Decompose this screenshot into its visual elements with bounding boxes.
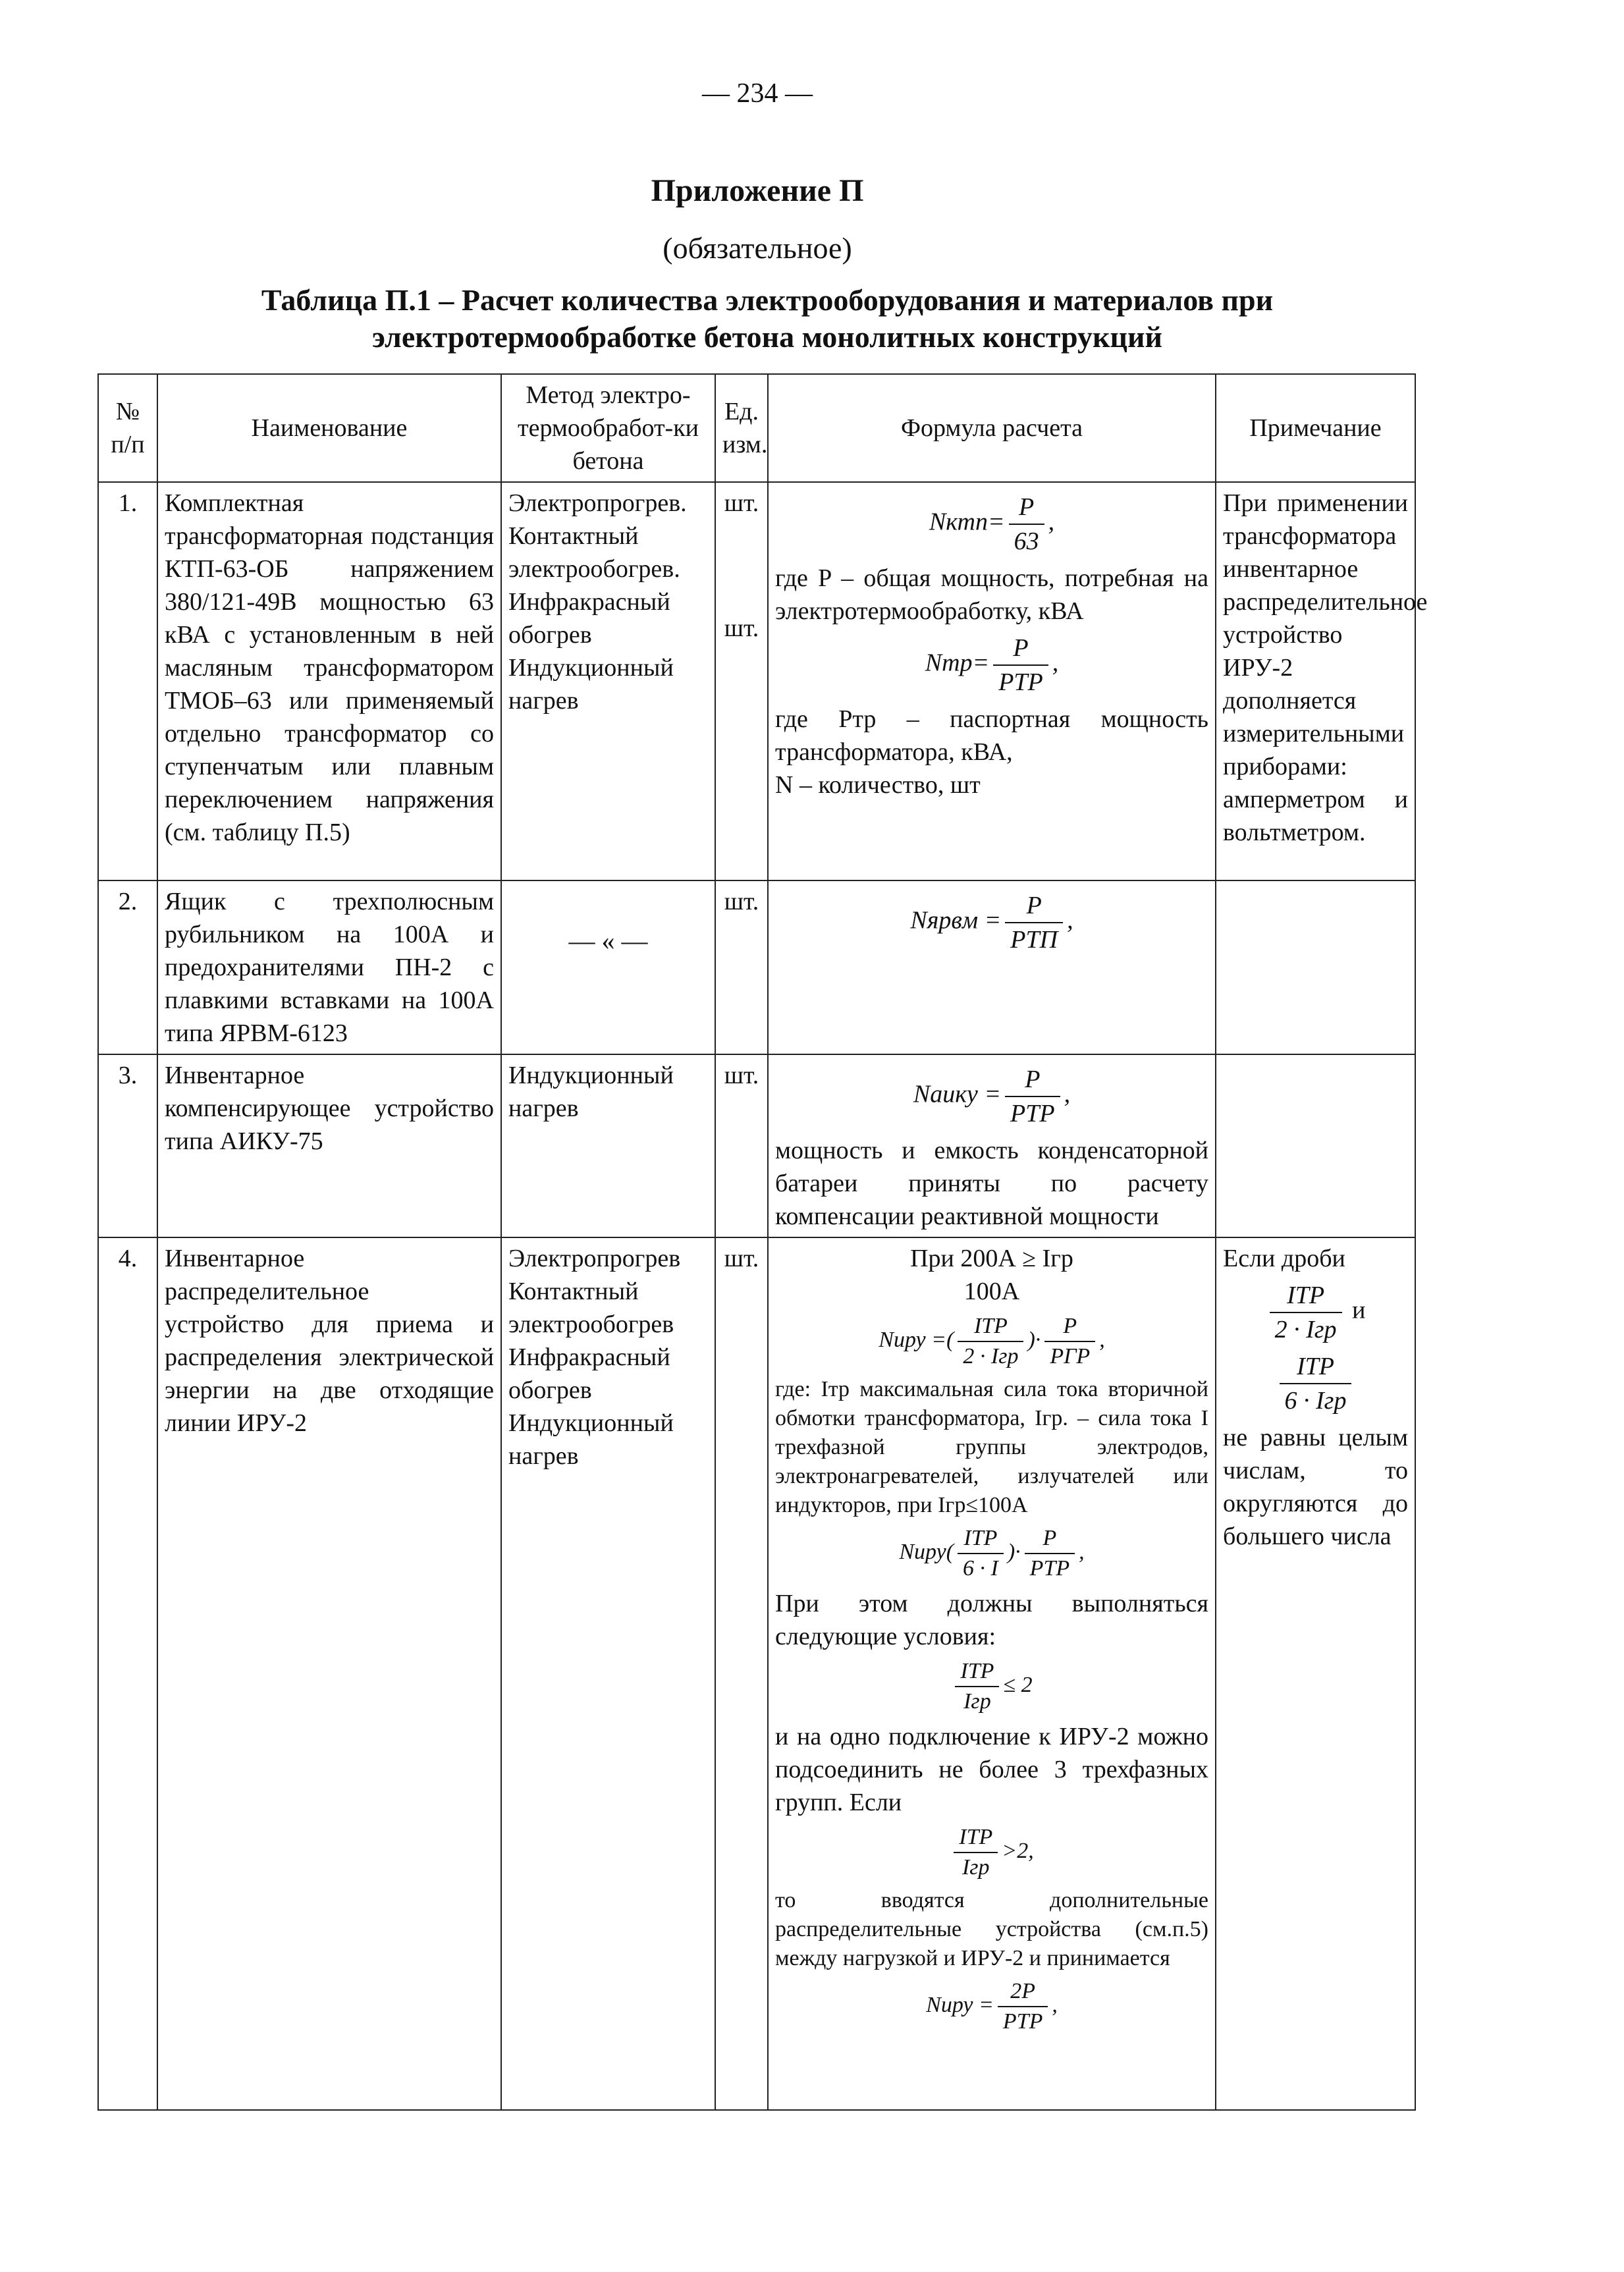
frac-num: P: [1025, 1524, 1075, 1554]
formula-ratio-condition: [775, 1657, 1208, 1716]
header-unit: Ед. изм.: [715, 374, 768, 482]
frac-num: IТР: [955, 1657, 999, 1687]
frac-num: IТР: [1270, 1279, 1342, 1313]
appendix-subtitle: (обязательное): [663, 231, 852, 265]
unit-1: шт.: [724, 489, 759, 517]
row-note: [1216, 880, 1415, 1054]
formula-lhs: Nярвм =: [910, 906, 1002, 934]
frac-num: P: [1005, 889, 1063, 923]
formula-explanation: мощность и емкость конденсаторной батареи приняты по расчету компенсации реактивной мощности: [775, 1137, 1208, 1230]
formula-explanation: N – количество, шт: [775, 771, 981, 799]
table-row: [98, 1054, 1415, 1237]
formula-n-yarvm: [775, 889, 1208, 956]
ditto-mark: — « —: [568, 926, 648, 956]
row-unit: шт.: [715, 880, 768, 1054]
header-method: Метод электро-термообработ-ки бетона: [501, 374, 715, 482]
formula-explanation: где P – общая мощность, потребная на электротермообработку, кВА: [775, 564, 1208, 625]
frac-den: PГР: [1050, 1344, 1091, 1368]
row-name: Инвентарное компенсирующее устройство типа АИКУ-75: [157, 1054, 501, 1237]
formula-n-iru-1: Nиру =( $\frac{\text{IТР}}{\text{2 · Iгр}}$ )· $\frac{P}{\text{PГР}}$ ,: [775, 1312, 1208, 1371]
note-and: и: [1352, 1296, 1366, 1324]
row-num: 3.: [98, 1054, 157, 1237]
header-formula: Формула расчета: [768, 374, 1216, 482]
formula-n-tr: [775, 632, 1208, 699]
frac-num: IТР: [958, 1524, 1004, 1554]
row-note: При применении трансформатора инвентарное распределительное устройство ИРУ-2 дополняется измерительными приборами: амперметром и вольтметром.: [1216, 482, 1415, 880]
frac-num: IТР: [954, 1823, 998, 1853]
unit-2: шт.: [724, 614, 759, 642]
row-name: Ящик с трехполюсным рубильником на 100А и предохранителями ПН-2 с плавкими вставками на 100А типа ЯРВМ-6123: [157, 880, 501, 1054]
formula-lhs: Nиру =: [879, 1327, 947, 1352]
row-unit: шт.: [715, 1237, 768, 2110]
formula-ratio-exceeds: [775, 1823, 1208, 1882]
page-number: — 234 —: [702, 78, 813, 109]
formula-explanation: и на одно подключение к ИРУ-2 можно подсоединить не более 3 трехфазных групп. Если: [775, 1723, 1208, 1816]
note-text: не равны целым числам, то округляются до большего числа: [1223, 1424, 1408, 1550]
frac-den: Iгр: [961, 1855, 990, 1880]
note-fraction-1: [1223, 1279, 1408, 1346]
table-caption: [132, 282, 1403, 356]
condition-line: При 200А ≥ Iгр: [910, 1245, 1073, 1272]
frac-num: IТР: [1280, 1350, 1352, 1384]
calculation-table: [97, 373, 1428, 2111]
note-fraction-2: [1223, 1350, 1408, 1417]
row-formula: [768, 1054, 1216, 1237]
frac-den: PТР: [1002, 2009, 1043, 2034]
formula-tail: ≤ 2: [1003, 1672, 1033, 1697]
row-unit: шт.: [715, 1054, 768, 1237]
condition-line-2: 100А: [963, 1278, 1020, 1305]
row-method: [501, 880, 715, 1054]
header-note: Примечание: [1216, 374, 1415, 482]
formula-explanation: где: Iтр максимальная сила тока вторичной обмотки трансформатора, Iгр. – сила тока I трехфазной группы электродов, электронагревателей, излучателей или индукторов, при Iгр≤100А: [775, 1377, 1208, 1517]
table-caption-line-2: электротермообработке бетона монолитных конструкций: [372, 320, 1162, 354]
row-formula: [768, 880, 1216, 1054]
row-formula: [768, 1237, 1216, 2110]
formula-n-aiku: [775, 1063, 1208, 1130]
frac-den: PТР: [998, 668, 1043, 696]
formula-n-ktp: [775, 491, 1208, 558]
formula-n-iru-2: Nиру( $\frac{\text{IТР}}{6 \cdot I}$ )· $\frac{P}{\text{PТР}}$ ,: [775, 1524, 1208, 1583]
formula-lhs: Nиру =: [926, 1992, 994, 2017]
formula-lhs: Nиру: [899, 1539, 946, 1564]
frac-den: 6 · I: [963, 1556, 998, 1581]
row-formula: [768, 482, 1216, 880]
row-num: 1.: [98, 482, 157, 880]
row-name: Комплектная трансформаторная подстанция КТП-63-ОБ напряжением 380/121-49В мощностью 63 кВА с установленным в ней масляным трансформатором ТМОБ–63 или применяемый отдельно трансформатор со ступенчатым или плавным переключением напряжения (см. таблицу П.5): [157, 482, 501, 880]
row-note: [1216, 1237, 1415, 2110]
formula-tail: ,: [1079, 1539, 1085, 1564]
note-text: Если дроби: [1223, 1245, 1345, 1272]
row-method: Электропрогрев Контактный электрообогрев Инфракрасный обогрев Индукционный нагрев: [501, 1237, 715, 2110]
formula-explanation: где Pтр – паспортная мощность трансформатора, кВА,: [775, 705, 1208, 766]
table-row: [98, 880, 1415, 1054]
formula-tail: ,: [1052, 649, 1059, 677]
appendix-title: Приложение П: [651, 173, 864, 208]
frac-den: 6 · Iгр: [1284, 1387, 1347, 1415]
table-row: [98, 482, 1415, 880]
frac-den: 63: [1014, 527, 1039, 555]
frac-num: P: [1009, 491, 1044, 525]
frac-num: 2P: [998, 1977, 1048, 2007]
formula-lhs: Nктп=: [929, 508, 1005, 536]
frac-num: IТР: [958, 1312, 1023, 1342]
formula-lhs: Nтр=: [925, 649, 990, 677]
table-row: [98, 1237, 1415, 2110]
formula-explanation: то вводятся дополнительные распределительные устройства (см.п.5) между нагрузкой и ИРУ-2 и принимается: [775, 1888, 1208, 1970]
row-method: Электропрогрев. Контактный электрообогрев. Инфракрасный обогрев Индукционный нагрев: [501, 482, 715, 880]
row-note: [1216, 1054, 1415, 1237]
frac-den: Iгр: [963, 1689, 991, 1714]
formula-n-iru-3: [775, 1977, 1208, 2036]
frac-num: P: [993, 632, 1048, 666]
formula-tail: ,: [1099, 1327, 1105, 1352]
header-num: № п/п: [98, 374, 157, 482]
frac-den: 2 · Iгр: [1274, 1316, 1337, 1343]
table-caption-line-1: Таблица П.1 – Расчет количества электрооборудования и материалов при: [261, 283, 1274, 317]
frac-den: PТП: [1010, 926, 1058, 954]
table-header-row: [98, 374, 1415, 482]
formula-explanation: При этом должны выполняться следующие условия:: [775, 1590, 1208, 1650]
row-num: 2.: [98, 880, 157, 1054]
formula-tail: ,: [1048, 508, 1055, 536]
formula-tail: ,: [1067, 906, 1073, 934]
header-name: Наименование: [157, 374, 501, 482]
frac-den: 2 · Iгр: [963, 1344, 1019, 1368]
row-name: Инвентарное распределительное устройство для приема и распределения электрической энергии на две отходящие линии ИРУ-2: [157, 1237, 501, 2110]
row-num: 4.: [98, 1237, 157, 2110]
frac-num: P: [1044, 1312, 1095, 1342]
frac-den: PТР: [1029, 1556, 1070, 1581]
row-method: Индукционный нагрев: [501, 1054, 715, 1237]
formula-tail: ,: [1064, 1080, 1071, 1108]
formula-tail: ,: [1052, 1992, 1058, 2017]
formula-tail: >2,: [1002, 1838, 1034, 1863]
row-unit: [715, 482, 768, 880]
frac-num: P: [1005, 1063, 1060, 1097]
frac-den: PТР: [1010, 1100, 1055, 1127]
formula-lhs: Nаику =: [913, 1080, 1002, 1108]
